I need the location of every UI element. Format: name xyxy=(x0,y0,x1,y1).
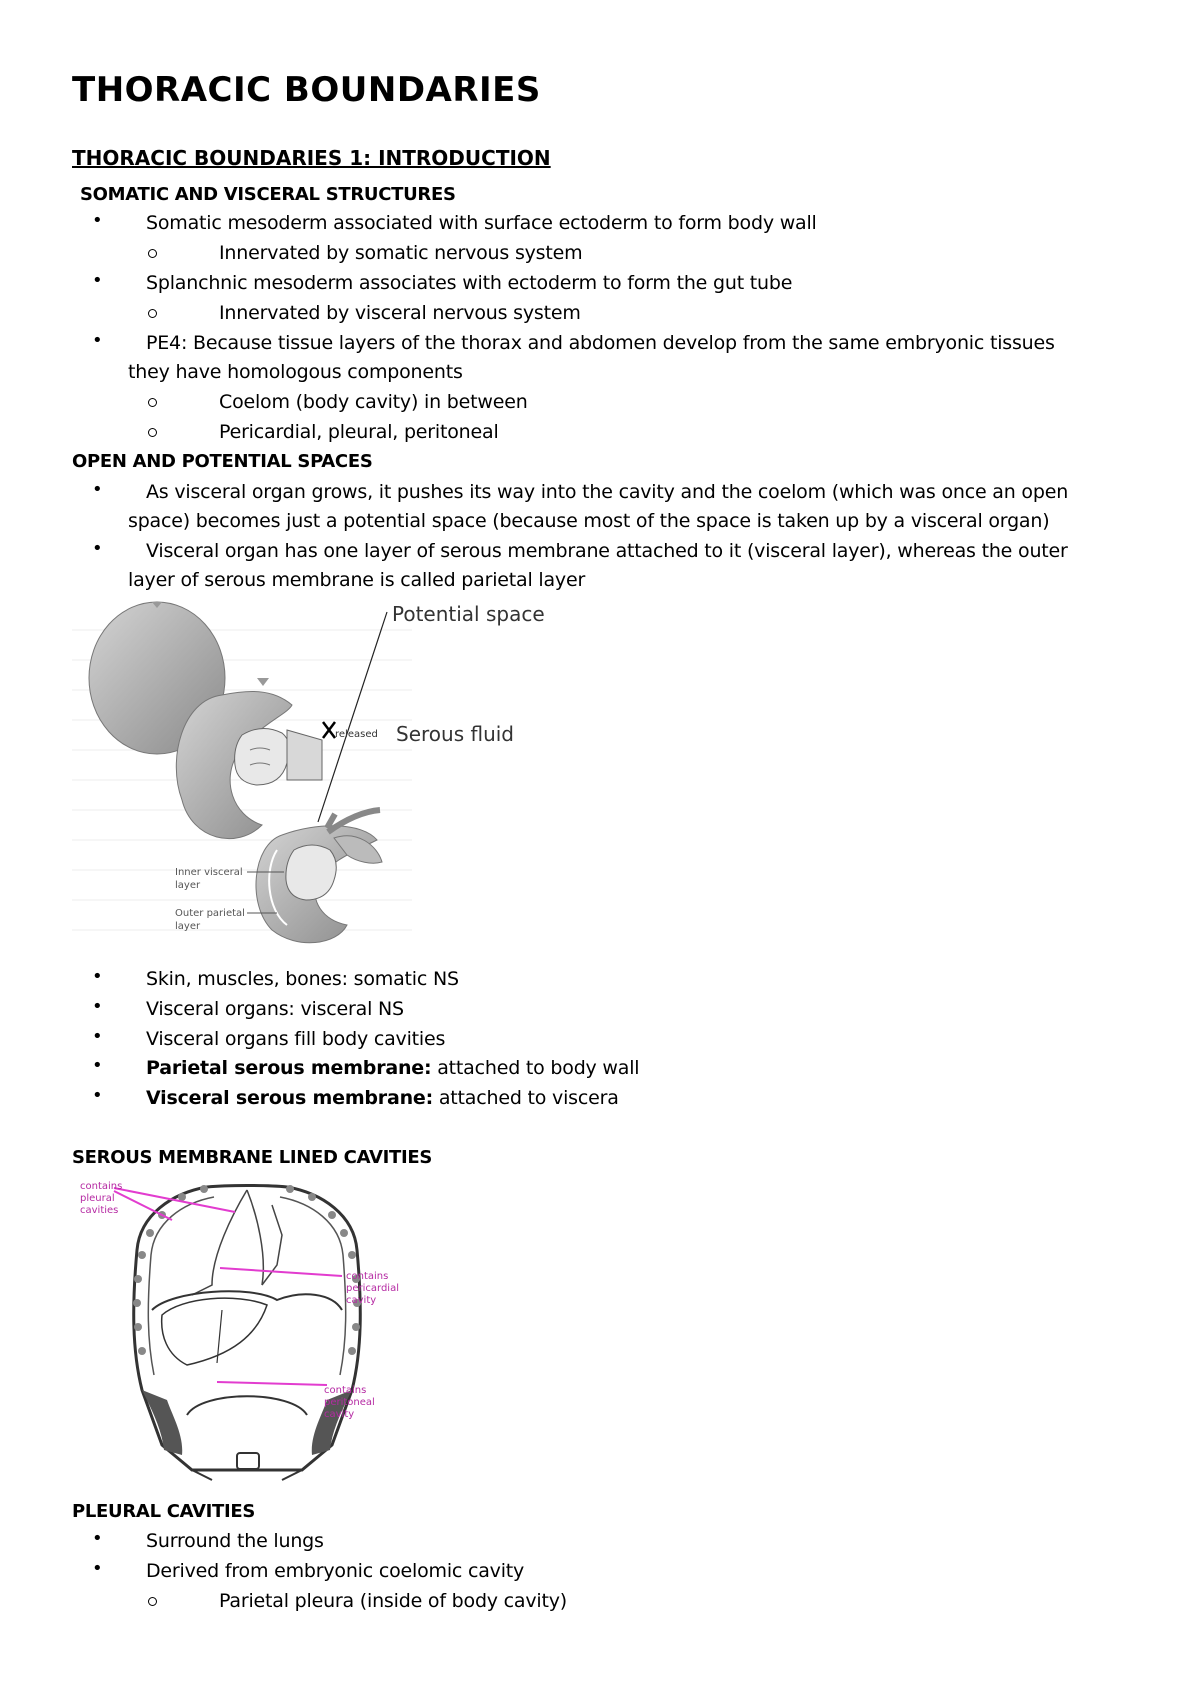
sub-bullet xyxy=(148,398,157,407)
label-peritoneal: contains xyxy=(324,1385,367,1396)
list-item: PE4: Because tissue layers of the thorax and abdomen develop from the same embryonic tissues xyxy=(146,332,1055,354)
sub-bullet xyxy=(148,249,157,258)
definition: attached to viscera xyxy=(433,1087,619,1109)
list-item-continuation: space) becomes just a potential space (because most of the space is taken up by a visceral organ) xyxy=(128,510,1050,532)
list-item: Coelom (body cavity) in between xyxy=(219,391,528,413)
label-pleural-3: cavities xyxy=(80,1205,119,1216)
list-item-continuation: they have homologous components xyxy=(128,361,463,383)
term-visceral: Visceral serous membrane: xyxy=(146,1087,434,1109)
bullet: • xyxy=(92,966,103,987)
list-item: As visceral organ grows, it pushes its way into the cavity and the coelom (which was once an open xyxy=(146,481,1069,503)
label-peritoneal-3: cavity xyxy=(324,1409,355,1420)
label-pericardial: contains xyxy=(346,1271,389,1282)
list-item: Visceral organs: visceral NS xyxy=(146,998,404,1020)
list-item xyxy=(146,1057,639,1079)
list-item: Somatic mesoderm associated with surface ectoderm to form body wall xyxy=(146,212,817,234)
bullet: • xyxy=(92,1026,103,1047)
list-item: Innervated by somatic nervous system xyxy=(219,242,583,264)
label-inner-visceral-2: layer xyxy=(175,880,201,891)
list-item: Surround the lungs xyxy=(146,1530,324,1552)
section-heading-serous-cavities: SEROUS MEMBRANE LINED CAVITIES xyxy=(72,1147,433,1168)
label-pleural: contains xyxy=(80,1181,123,1192)
section-heading-somatic-visceral: SOMATIC AND VISCERAL STRUCTURES xyxy=(80,184,456,205)
subtitle: THORACIC BOUNDARIES 1: INTRODUCTION xyxy=(72,146,551,170)
label-outer-parietal: Outer parietal xyxy=(175,908,245,919)
list-item xyxy=(146,1087,619,1109)
list-item: Splanchnic mesoderm associates with ectoderm to form the gut tube xyxy=(146,272,793,294)
bullet: • xyxy=(92,538,103,559)
list-item: Parietal pleura (inside of body cavity) xyxy=(219,1590,568,1612)
list-item: Skin, muscles, bones: somatic NS xyxy=(146,968,459,990)
definition: attached to body wall xyxy=(431,1057,640,1079)
bullet: • xyxy=(92,1558,103,1579)
potential-space-figure xyxy=(72,600,572,950)
section-heading-open-potential: OPEN AND POTENTIAL SPACES xyxy=(72,451,373,472)
list-item: Visceral organs fill body cavities xyxy=(146,1028,446,1050)
label-pleural-2: pleural xyxy=(80,1193,115,1204)
list-item: Derived from embryonic coelomic cavity xyxy=(146,1560,525,1582)
label-released: released xyxy=(335,729,378,740)
label-peritoneal-2: peritoneal xyxy=(324,1397,375,1408)
bullet: • xyxy=(92,479,103,500)
bullet: • xyxy=(92,996,103,1017)
serous-cavities-figure xyxy=(72,1175,412,1485)
sub-bullet xyxy=(148,428,157,437)
bullet: • xyxy=(92,210,103,231)
pointer-line xyxy=(318,612,387,822)
bullet: • xyxy=(92,1528,103,1549)
list-item-continuation: layer of serous membrane is called parietal layer xyxy=(128,569,586,591)
bullet: • xyxy=(92,270,103,291)
list-item: Visceral organ has one layer of serous membrane attached to it (visceral layer), whereas the outer xyxy=(146,540,1068,562)
sub-bullet xyxy=(148,1597,157,1606)
label-potential-space: Potential space xyxy=(392,602,545,626)
label-serous-fluid: Serous fluid xyxy=(396,722,514,746)
balloon-layered xyxy=(256,810,382,943)
sub-bullet xyxy=(148,309,157,318)
label-inner-visceral: Inner visceral xyxy=(175,867,243,878)
bullet: • xyxy=(92,1085,103,1106)
label-pericardial-3: cavity xyxy=(346,1295,377,1306)
section-heading-pleural: PLEURAL CAVITIES xyxy=(72,1501,256,1522)
list-item: Innervated by visceral nervous system xyxy=(219,302,581,324)
page-title: THORACIC BOUNDARIES xyxy=(72,70,541,110)
label-outer-parietal-2: layer xyxy=(175,921,201,932)
list-item: Pericardial, pleural, peritoneal xyxy=(219,421,499,443)
bullet: • xyxy=(92,1055,103,1076)
x-mark-icon xyxy=(323,722,335,738)
term-parietal: Parietal serous membrane: xyxy=(146,1057,432,1079)
bullet: • xyxy=(92,330,103,351)
label-pericardial-2: pericardial xyxy=(346,1283,399,1294)
